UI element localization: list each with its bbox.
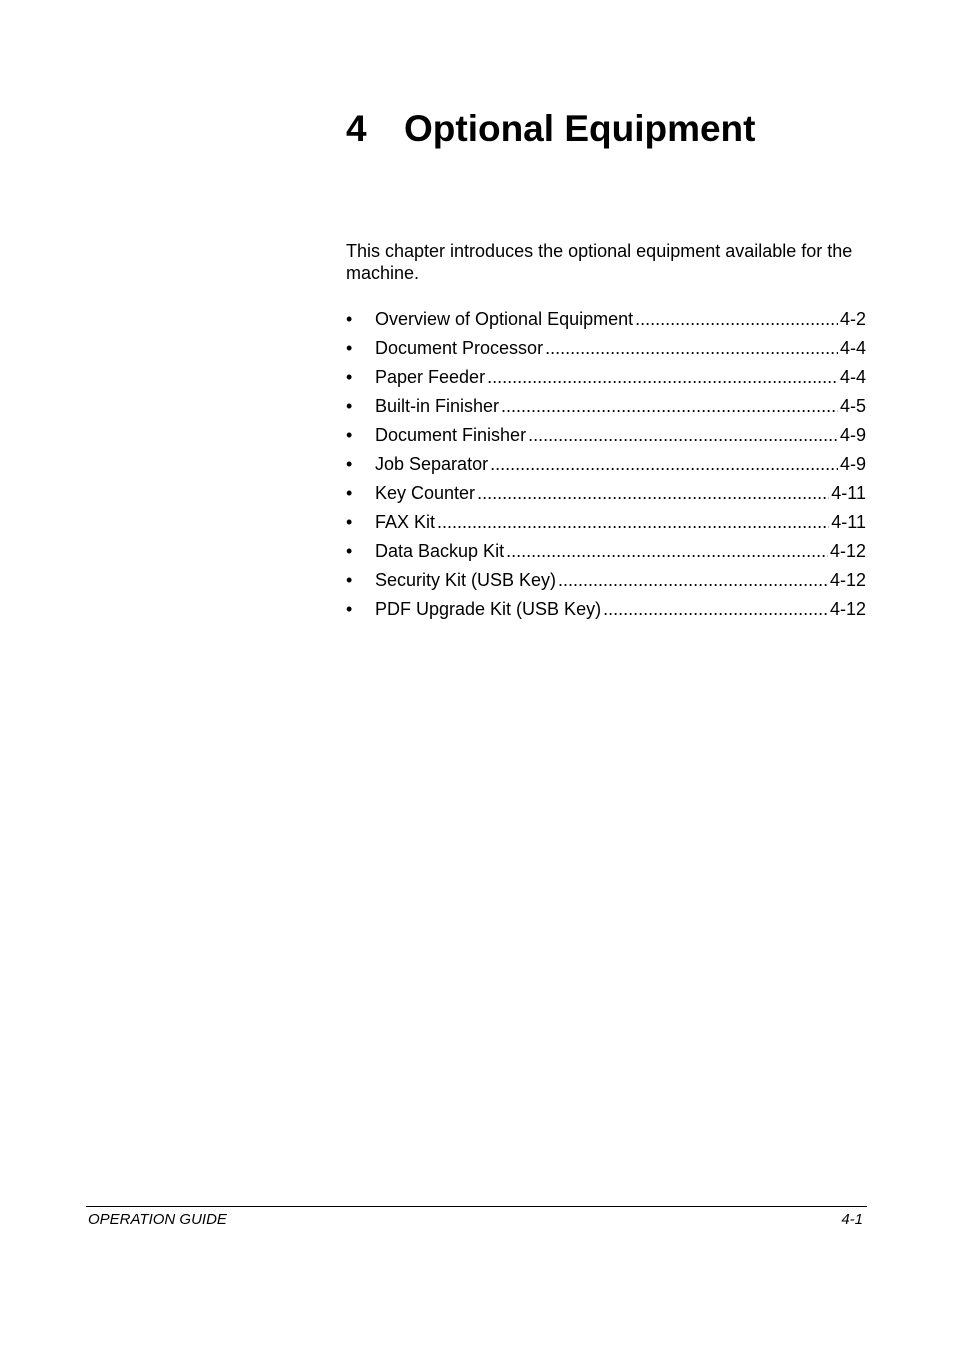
toc-label: Built-in Finisher — [375, 396, 500, 416]
toc-leader-dots — [558, 568, 828, 592]
bullet: • — [346, 483, 353, 503]
toc-item[interactable] — [346, 365, 866, 394]
toc-label: PDF Upgrade Kit (USB Key) — [375, 599, 602, 619]
toc-leader-dots — [506, 539, 828, 563]
bullet: • — [346, 512, 353, 532]
toc-page-number: 4-12 — [829, 599, 866, 619]
bullet: • — [346, 338, 353, 358]
bullet: • — [346, 396, 353, 416]
toc-item[interactable] — [346, 336, 866, 365]
toc-label: Overview of Optional Equipment — [375, 309, 634, 329]
toc-page-number: 4-5 — [839, 396, 866, 416]
toc-item[interactable] — [346, 394, 866, 423]
bullet: • — [346, 367, 353, 387]
toc-item[interactable] — [346, 452, 866, 481]
footer-divider — [86, 1206, 867, 1207]
toc-page-number: 4-12 — [829, 541, 866, 561]
toc-label: Job Separator — [375, 454, 489, 474]
toc-item[interactable] — [346, 481, 866, 510]
bullet: • — [346, 309, 353, 329]
toc-page-number: 4-4 — [839, 338, 866, 358]
toc-label: Document Processor — [375, 338, 544, 358]
toc-leader-dots — [477, 481, 829, 505]
toc-label: Security Kit (USB Key) — [375, 570, 557, 590]
bullet: • — [346, 425, 353, 445]
toc-label: Paper Feeder — [375, 367, 486, 387]
toc-item[interactable] — [346, 539, 866, 568]
chapter-title-text: Optional Equipment — [404, 108, 756, 149]
toc-leader-dots — [487, 365, 838, 389]
toc-item[interactable] — [346, 568, 866, 597]
toc-label: FAX Kit — [375, 512, 436, 532]
toc-label: Document Finisher — [375, 425, 527, 445]
toc-page-number: 4-4 — [839, 367, 866, 387]
toc-item[interactable] — [346, 597, 866, 626]
toc-page-number: 4-9 — [839, 425, 866, 445]
toc-page-number: 4-2 — [839, 309, 866, 329]
chapter-number: 4 — [346, 108, 367, 149]
bullet: • — [346, 570, 353, 590]
toc-item[interactable] — [346, 423, 866, 452]
chapter-title — [346, 106, 755, 152]
bullet: • — [346, 454, 353, 474]
footer-page-number: 4-1 — [841, 1211, 863, 1228]
toc-page-number: 4-9 — [839, 454, 866, 474]
toc-item[interactable] — [346, 307, 866, 336]
toc-leader-dots — [501, 394, 838, 418]
toc-label: Data Backup Kit — [375, 541, 505, 561]
toc-leader-dots — [603, 597, 828, 621]
table-of-contents — [346, 307, 866, 626]
toc-leader-dots — [437, 510, 829, 534]
toc-leader-dots — [635, 307, 838, 331]
intro-paragraph: This chapter introduces the optional equipment available for the machine. — [346, 241, 853, 283]
toc-leader-dots — [528, 423, 838, 447]
bullet: • — [346, 599, 353, 619]
toc-page-number: 4-12 — [829, 570, 866, 590]
footer-document-title: OPERATION GUIDE — [88, 1211, 227, 1228]
toc-leader-dots — [545, 336, 838, 360]
toc-item[interactable] — [346, 510, 866, 539]
toc-page-number: 4-11 — [831, 512, 866, 532]
bullet: • — [346, 541, 353, 561]
toc-leader-dots — [490, 452, 838, 476]
toc-label: Key Counter — [375, 483, 476, 503]
toc-page-number: 4-11 — [831, 483, 866, 503]
